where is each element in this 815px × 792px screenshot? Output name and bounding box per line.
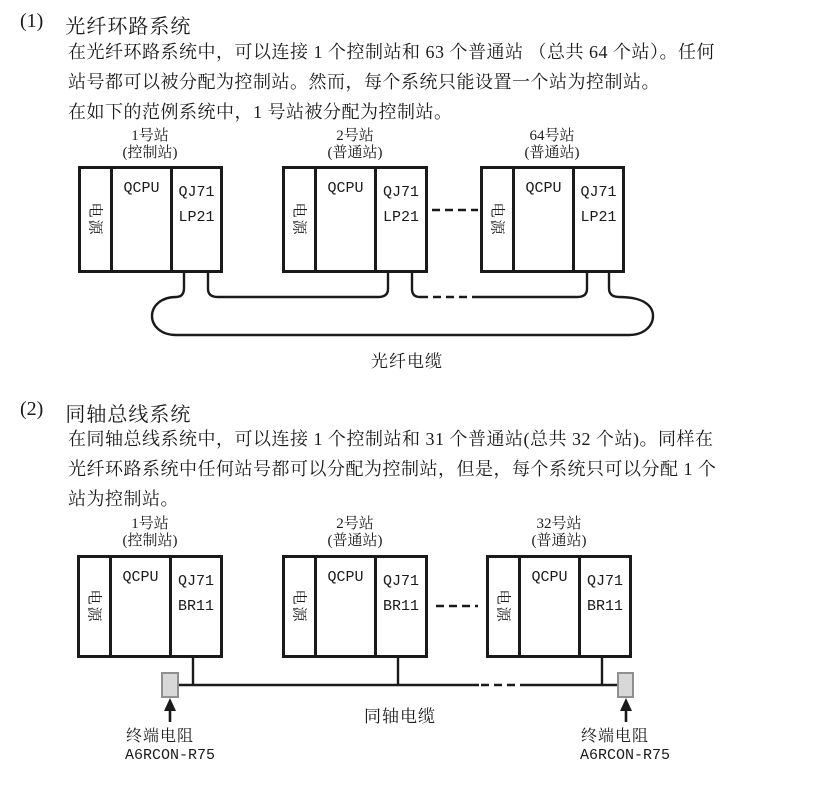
station-number: 32号站 — [536, 516, 582, 532]
cpu-module: QCPU — [515, 169, 575, 270]
module-model-line1: QJ71 — [382, 573, 419, 590]
module-model-line1: QJ71 — [177, 573, 214, 590]
module-model-line2: LP21 — [178, 209, 215, 226]
cpu-module: QCPU — [113, 169, 173, 270]
terminator-right-label: 终端电阻 — [581, 728, 650, 745]
terminator-arrow-left — [164, 698, 176, 722]
d1-cable-label: 光纤电缆 — [371, 352, 443, 371]
terminator-left-label: 终端电阻 — [126, 728, 195, 745]
power-label: 电源 — [86, 202, 103, 237]
station-kind: (普通站) — [327, 533, 383, 549]
section1-heading — [20, 10, 191, 39]
d2-station1-block — [77, 555, 223, 658]
body-line: 站为控制站。 — [68, 489, 179, 509]
section1-title: 光纤环路系统 — [65, 16, 192, 38]
power-label: 电源 — [494, 589, 511, 624]
section1-number: (1) — [20, 10, 44, 32]
network-module — [575, 169, 622, 270]
network-module — [172, 558, 220, 655]
power-label: 电源 — [290, 589, 307, 624]
section2-body — [68, 424, 717, 514]
power-module — [81, 169, 113, 270]
body-line: 光纤环路系统中任何站号都可以分配为控制站，但是，每个系统只可以分配 1 个 — [68, 459, 717, 479]
d2-station1-label — [65, 516, 235, 550]
body-line: 站号都可以被分配为控制站。然而，每个系统只能设置一个站为控制站。 — [68, 72, 660, 92]
body-line: 在如下的范例系统中，1 号站被分配为控制站。 — [68, 102, 453, 122]
module-model-line2: LP21 — [382, 209, 419, 226]
cpu-module: QCPU — [521, 558, 581, 655]
station-kind: (普通站) — [327, 145, 383, 161]
d1-station64-label — [467, 128, 637, 162]
module-model-line2: BR11 — [382, 598, 419, 615]
d2-station2-block — [282, 555, 428, 658]
power-module — [285, 169, 317, 270]
module-model-line2: BR11 — [177, 598, 214, 615]
power-module — [80, 558, 112, 655]
station-kind: (控制站) — [122, 145, 178, 161]
power-module — [285, 558, 317, 655]
station-number: 2号站 — [336, 128, 374, 144]
d1-station64-block — [480, 166, 625, 273]
power-label: 电源 — [85, 589, 102, 624]
section2-number: (2) — [20, 398, 44, 420]
body-line: 在光纤环路系统中，可以连接 1 个控制站和 63 个普通站 （总共 64 个站）。任何 — [68, 42, 715, 62]
station-kind: (普通站) — [531, 533, 587, 549]
station-kind: (普通站) — [524, 145, 580, 161]
module-model-line1: QJ71 — [178, 184, 215, 201]
network-module — [377, 558, 425, 655]
section2-heading — [20, 398, 191, 427]
power-label: 电源 — [488, 202, 505, 237]
cpu-module: QCPU — [317, 169, 377, 270]
power-module — [489, 558, 521, 655]
terminator-right — [618, 673, 633, 697]
module-model-line1: QJ71 — [580, 184, 617, 201]
station-number: 1号站 — [131, 128, 169, 144]
station-number: 64号站 — [529, 128, 575, 144]
module-model-line2: BR11 — [586, 598, 623, 615]
station-number: 1号站 — [131, 516, 169, 532]
d1-station2-label — [270, 128, 440, 162]
d1-station1-block — [78, 166, 223, 273]
d1-station1-label — [65, 128, 235, 162]
cpu-module: QCPU — [112, 558, 172, 655]
cpu-module: QCPU — [317, 558, 377, 655]
d2-station2-label — [270, 516, 440, 550]
section2-title: 同轴总线系统 — [65, 404, 192, 426]
module-model-line2: LP21 — [580, 209, 617, 226]
network-module — [581, 558, 629, 655]
power-module — [483, 169, 515, 270]
d1-station2-block — [282, 166, 428, 273]
power-label: 电源 — [290, 202, 307, 237]
section1-body — [68, 37, 715, 127]
module-model-line1: QJ71 — [586, 573, 623, 590]
d2-station32-label — [474, 516, 644, 550]
d2-cable-label: 同轴电缆 — [364, 707, 436, 726]
body-line: 在同轴总线系统中，可以连接 1 个控制站和 31 个普通站(总共 32 个站)。同样在 — [68, 429, 714, 449]
network-module — [377, 169, 425, 270]
station-kind: (控制站) — [122, 533, 178, 549]
module-model-line1: QJ71 — [382, 184, 419, 201]
terminator-left — [162, 673, 178, 697]
terminator-arrow-right — [620, 698, 632, 722]
network-module — [173, 169, 220, 270]
terminator-left-model: A6RCON-R75 — [125, 747, 216, 764]
d2-station32-block — [486, 555, 632, 658]
terminator-right-model: A6RCON-R75 — [580, 747, 671, 764]
station-number: 2号站 — [336, 516, 374, 532]
